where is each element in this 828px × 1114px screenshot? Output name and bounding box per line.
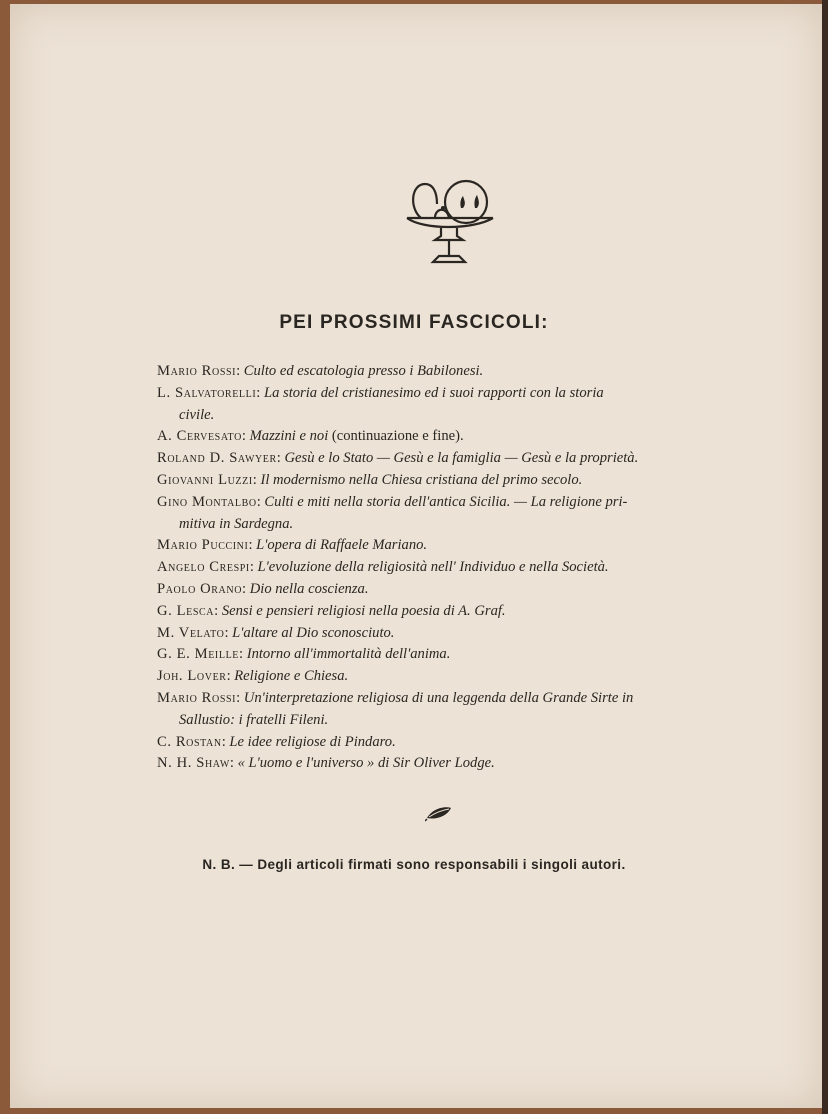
separator: : <box>236 363 244 379</box>
article-title: Sensi e pensieri religiosi nella poesia di A. Graf. <box>221 602 506 619</box>
list-item <box>157 470 729 492</box>
article-title: Il modernismo nella Chiesa cristiana del primo secolo. <box>260 471 583 488</box>
author-name: G. Lesca <box>157 602 215 619</box>
article-title-continuation: civile. <box>179 406 215 423</box>
separator: : <box>249 559 258 576</box>
article-title: Mazzini e noi <box>249 428 329 445</box>
list-item <box>157 579 729 601</box>
list-item <box>157 688 729 732</box>
article-title: La storia del cristianesimo ed i suoi rapporti con la storia <box>263 384 604 401</box>
list-item <box>157 644 729 666</box>
separator: : <box>229 755 238 772</box>
list-item <box>157 732 729 754</box>
list-item <box>157 666 729 688</box>
author-name: Mario Rossi <box>157 689 237 706</box>
author-name: Joh. Lover <box>157 668 227 685</box>
article-title: Culti e miti nella storia dell'antica Sicilia. — La religione pri- <box>264 493 628 510</box>
article-title: Dio nella coscienza. <box>249 580 369 597</box>
article-note: (continuazione e fine). <box>328 428 464 445</box>
author-name: C. Rostan <box>157 733 222 750</box>
page-edge <box>822 0 828 1114</box>
separator: : <box>252 471 261 488</box>
article-title: L'altare al Dio sconosciuto. <box>232 624 395 641</box>
author-name: Giovanni Luzzi <box>157 471 253 488</box>
separator: : <box>236 689 244 706</box>
article-title: Culto ed escatologia presso i Babilonesi. <box>243 363 484 379</box>
author-name: L. Salvatorelli <box>157 384 257 401</box>
article-title: L'opera di Raffaele Mariano. <box>256 537 428 554</box>
oil-lamp-emblem-icon <box>403 178 495 266</box>
list-item <box>157 383 729 427</box>
list-item <box>157 753 729 775</box>
author-name: Paolo Orano <box>157 580 243 597</box>
author-name: A. Cervesato <box>157 428 242 445</box>
page-title: PEI PROSSIMI FASCICOLI: <box>279 312 549 333</box>
separator: : <box>248 537 257 554</box>
author-name: Gino Montalbo <box>157 493 257 510</box>
list-item <box>157 557 729 579</box>
separator: : <box>256 493 265 510</box>
separator: : <box>276 450 285 467</box>
list-item <box>157 426 729 448</box>
author-name: Roland D. Sawyer <box>157 450 277 467</box>
author-name: M. Velato <box>157 624 225 641</box>
author-name: N. H. Shaw <box>157 755 230 772</box>
editorial-note: N. B. — Degli articoli firmati sono responsabili i singoli autori. <box>202 857 626 872</box>
separator: : <box>226 668 235 685</box>
article-title: Intorno all'immortalità dell'anima. <box>246 646 451 663</box>
article-title: L'evoluzione della religiosità nell' Individuo e nella Società. <box>257 559 609 576</box>
separator: : <box>224 624 233 641</box>
separator: : <box>214 602 222 619</box>
author-name: G. E. Meille <box>157 646 239 663</box>
article-title: Religione e Chiesa. <box>234 668 349 685</box>
list-item <box>157 448 729 470</box>
separator: : <box>221 733 230 750</box>
article-title: « L'uomo e l'universo » di Sir Oliver Lodge. <box>237 755 495 772</box>
separator: : <box>239 646 247 663</box>
list-item <box>157 623 729 645</box>
leaf-ornament-icon <box>425 804 453 822</box>
author-name: Mario Puccini <box>157 537 249 554</box>
author-name: Mario Rossi <box>157 363 237 379</box>
list-item <box>157 492 729 536</box>
article-title: Gesù e lo Stato — Gesù e la famiglia — Gesù e la proprietà. <box>284 450 639 467</box>
separator: : <box>242 580 250 597</box>
author-name: Angelo Crespi <box>157 559 250 576</box>
list-item <box>157 601 729 623</box>
article-title-continuation: Sallustio: i fratelli Fileni. <box>179 711 329 728</box>
article-title-continuation: mitiva in Sardegna. <box>179 515 294 532</box>
list-item <box>157 361 729 383</box>
separator: : <box>256 384 264 401</box>
article-title: Un'interpretazione religiosa di una leggenda della Grande Sirte in <box>243 689 634 706</box>
list-item <box>157 535 729 557</box>
article-title: Le idee religiose di Pindaro. <box>229 733 396 750</box>
separator: : <box>241 428 250 445</box>
upcoming-articles-list <box>157 361 729 775</box>
